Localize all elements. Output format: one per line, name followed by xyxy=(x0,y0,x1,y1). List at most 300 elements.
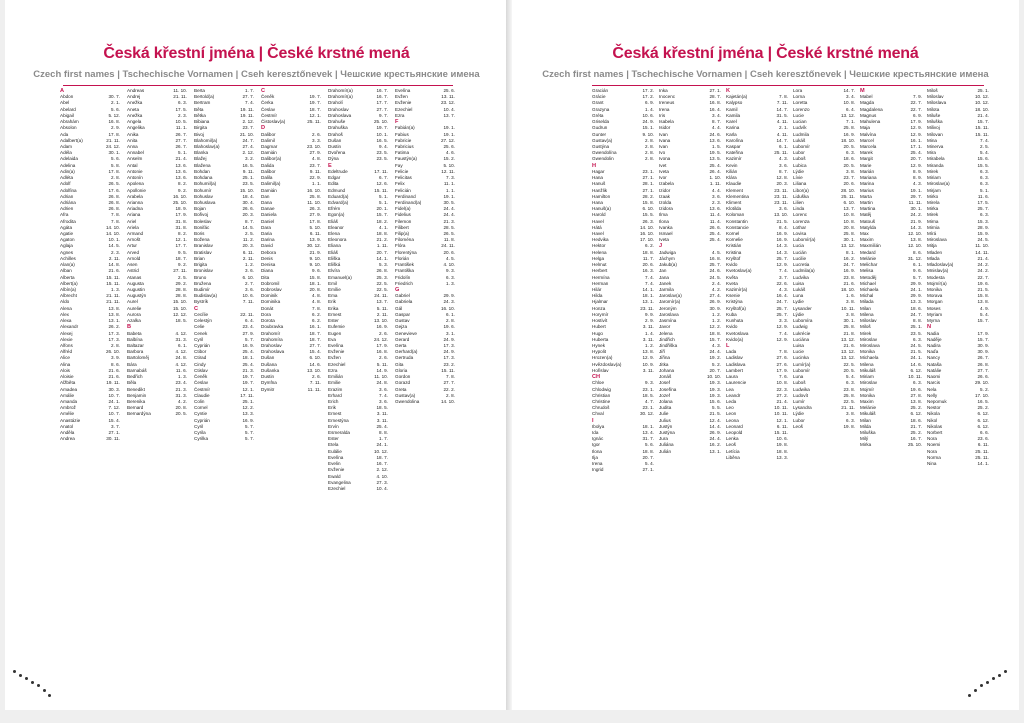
name-day-date: 19. 6. xyxy=(977,280,989,286)
first-name: Adléta xyxy=(60,175,74,181)
first-name: Chval xyxy=(592,411,604,417)
name-day-date: 4. 3. xyxy=(712,342,721,348)
name-day-date: 17. 10. xyxy=(974,392,989,398)
name-day-date: 28. 5. xyxy=(443,224,455,230)
name-day-date: 15. 10. xyxy=(172,305,187,311)
name-day-date: 7. 11. xyxy=(309,380,321,386)
first-name: Kajetán(a) xyxy=(726,94,748,100)
name-day-date: 16. 10. xyxy=(440,305,455,311)
first-name: Hostivít xyxy=(592,318,608,324)
name-day-date: 3. 8. xyxy=(846,168,855,174)
name-day-date: 29. 9. xyxy=(910,280,922,286)
first-name: Ludvika xyxy=(793,274,809,280)
name-day-date: 1. 2. xyxy=(245,262,254,268)
name-day-date: 1. 10. xyxy=(709,175,721,181)
name-day-date: 13. 1. xyxy=(642,299,654,305)
name-day-date: 27. 9. xyxy=(309,212,321,218)
name-day-date: 15. 11. xyxy=(106,274,120,280)
first-name: Lorna xyxy=(793,94,805,100)
first-name: Margit xyxy=(860,156,873,162)
name-day-date: 24. 2. xyxy=(910,212,922,218)
first-name: Gracián xyxy=(592,88,609,93)
name-day-date: 31. 8. xyxy=(175,218,187,224)
first-name: Luisa xyxy=(793,342,804,348)
first-name: Eliáš xyxy=(328,218,338,224)
name-day-date: 6. 3. xyxy=(846,380,855,386)
first-name: Jitka xyxy=(659,361,669,367)
name-day-date: 21. 10. xyxy=(239,131,254,137)
first-name: Matěj xyxy=(860,212,872,218)
first-name: Ilona xyxy=(659,218,669,224)
name-day-date: 2. 8. xyxy=(645,143,654,149)
first-name: Jeroným xyxy=(659,305,677,311)
name-day-date: 22. 5. xyxy=(376,280,388,286)
first-name: Evelin xyxy=(328,461,341,467)
name-day-date: 20. 5. xyxy=(843,143,855,149)
first-name: Mariana xyxy=(860,175,877,181)
first-name: Drahomír(a) xyxy=(328,94,353,100)
first-name: Miriam xyxy=(860,374,874,380)
first-name: Andrea xyxy=(60,436,75,442)
name-day-date: 13. 6. xyxy=(175,162,187,168)
name-day-date: 27. 7. xyxy=(309,342,321,348)
name-day-date: 13. 5. xyxy=(709,156,721,162)
letter-heading-text: E xyxy=(328,162,332,169)
name-day-date: 14. 6. xyxy=(309,361,321,367)
name-day-date: 19. 7. xyxy=(376,125,388,131)
name-day-date: 24. 6. xyxy=(709,268,721,274)
first-name: Božena xyxy=(194,237,210,243)
name-day-date: 23. 7. xyxy=(843,175,855,181)
name-day-date: 2. 6. xyxy=(312,374,321,380)
name-day-date: 23. 5. xyxy=(910,330,922,336)
name-day-date: 3. 11. xyxy=(642,324,654,330)
first-name: Bartoloměj xyxy=(127,355,149,361)
first-name: Jozef xyxy=(659,392,670,398)
first-name: Blanka xyxy=(194,150,209,156)
name-day-date: 2. 3. xyxy=(178,112,187,118)
first-name: Lýdie xyxy=(793,311,804,317)
name-day-date: 13. 7. xyxy=(376,299,388,305)
first-name: Jáchym xyxy=(659,255,675,261)
first-name: Huberta xyxy=(592,336,609,342)
name-day-date: 28. 7. xyxy=(709,94,721,100)
name-day-date: 26. 4. xyxy=(709,168,721,174)
first-name: Malvína xyxy=(860,131,877,137)
first-name: Harold xyxy=(592,212,606,218)
name-day-date: 9. 10. xyxy=(309,262,321,268)
letter-heading-text: N xyxy=(927,324,932,331)
first-name: Lubor xyxy=(793,417,805,423)
name-day-date: 2. 1. xyxy=(111,100,120,106)
name-day-date: 15. 1. xyxy=(642,125,654,131)
first-name: Bětka xyxy=(194,112,206,118)
first-name: Adéla xyxy=(60,150,72,156)
name-day-date: 12. 9. xyxy=(910,131,922,137)
first-name: Lýdie xyxy=(793,411,804,417)
first-name: Bonifác xyxy=(194,224,210,230)
name-day-date: 6. 11. xyxy=(977,442,989,448)
name-day-date: 8. 9. xyxy=(913,168,922,174)
name-day-date: 1. 6. xyxy=(846,293,855,299)
first-name: Lumír xyxy=(793,398,805,404)
name-day-date: 5. 1. xyxy=(980,187,989,193)
first-name: Bivoj xyxy=(194,131,204,137)
name-day-date: 13. 12. xyxy=(840,355,855,361)
name-day-date: 16. 10. xyxy=(306,187,321,193)
name-day-date: 17. 8. xyxy=(108,168,120,174)
first-name: Iveta xyxy=(659,168,669,174)
name-day-date: 10. 5. xyxy=(175,119,187,125)
name-day-date: 10. 7. xyxy=(108,411,120,417)
first-name: Kvido xyxy=(726,262,738,268)
first-name: Emílie xyxy=(328,287,341,292)
first-name: Florentýna xyxy=(395,249,417,255)
name-day-date: 4. 7. xyxy=(645,398,654,404)
name-day-date: 13. 10. xyxy=(373,318,388,324)
name-day-date: 21. 5. xyxy=(776,218,788,224)
first-name: Morava xyxy=(927,293,943,299)
first-name: Bibiana xyxy=(194,119,210,125)
name-day-date: 15. 7. xyxy=(376,212,388,218)
first-name: Lysandra xyxy=(793,405,812,411)
first-name: Anika xyxy=(127,131,139,137)
name-day-date: 4. 8. xyxy=(312,156,321,162)
name-row xyxy=(194,436,254,442)
first-name: Elišká xyxy=(328,262,341,268)
name-row xyxy=(927,461,989,467)
name-day-date: 25. 4. xyxy=(910,150,922,156)
name-column-11 xyxy=(860,88,922,449)
name-day-date: 26. 7. xyxy=(175,131,187,137)
first-name: Arved xyxy=(127,249,140,255)
first-name: Danae xyxy=(261,206,275,212)
first-name: Apollonie xyxy=(127,187,146,193)
name-day-date: 12. 1. xyxy=(242,386,254,392)
name-day-date: 26. 8. xyxy=(108,199,120,205)
name-day-date: 16. 1. xyxy=(910,137,922,143)
first-name: Mira xyxy=(927,150,936,156)
first-name: Anežka xyxy=(127,100,143,106)
first-name: Gaspar xyxy=(395,311,411,317)
first-name: Hořislav xyxy=(592,367,609,373)
first-name: Drahomír(a) xyxy=(328,88,353,93)
first-name: Gréta xyxy=(592,112,604,118)
first-name: Ludovít xyxy=(793,392,809,398)
name-day-date: 25. 3. xyxy=(376,274,388,280)
first-name: Ibolya xyxy=(592,423,605,429)
name-day-date: 5. 7. xyxy=(245,423,254,429)
letter-heading-text: D xyxy=(261,125,266,132)
left-title-rule xyxy=(63,85,453,86)
first-name: Helga xyxy=(592,255,605,261)
name-day-date: 25. 4. xyxy=(709,237,721,243)
first-name: Mina xyxy=(927,137,937,143)
name-day-date: 2. 5. xyxy=(178,274,187,280)
first-name: Alberta xyxy=(60,274,75,280)
name-day-date: 7. 8. xyxy=(111,212,120,218)
name-day-date: 26. 6. xyxy=(709,224,721,230)
first-name: Flóra xyxy=(395,243,406,249)
first-name: Debora xyxy=(261,249,277,255)
name-row xyxy=(395,399,455,405)
name-day-date: 21. 4. xyxy=(175,156,187,162)
first-name: Lora xyxy=(793,88,803,93)
name-day-date: 24. 1. xyxy=(910,287,922,292)
name-day-date: 23. 11. xyxy=(774,199,788,205)
name-day-date: 10. 4. xyxy=(443,106,455,112)
first-name: Ezra xyxy=(395,112,405,118)
name-day-date: 22. 5. xyxy=(376,287,388,292)
first-name: Dušan xyxy=(328,137,342,143)
first-name: Antal xyxy=(127,162,138,168)
name-day-date: 8. 8. xyxy=(913,318,922,324)
first-name: Dagmar xyxy=(261,143,278,149)
name-day-date: 17. 9. xyxy=(910,119,922,125)
first-name: Eugen xyxy=(328,330,342,336)
first-name: Lubomír(a) xyxy=(793,237,816,243)
name-day-date: 7. 4. xyxy=(980,137,989,143)
name-day-date: 16. 2. xyxy=(843,255,855,261)
name-day-date: 18. 10. xyxy=(974,106,989,112)
name-day-date: 19. 1. xyxy=(443,125,455,131)
name-day-date: 12. 4. xyxy=(709,417,721,423)
left-page-subtitle: Czech first names | Tschechische Vornamen | Cseh keresztőnevek | Чешские крестьянские имена xyxy=(33,69,480,80)
name-day-date: 5. 7. xyxy=(245,430,254,436)
first-name: Adalbert(a) xyxy=(60,137,83,143)
first-name: Justýna xyxy=(659,430,675,436)
first-name: Kunhuta xyxy=(726,318,744,324)
first-name: Drahoslav xyxy=(261,342,282,348)
letter-heading-text: CH xyxy=(592,374,601,381)
first-name: Milota xyxy=(927,106,940,112)
first-name: Klotilda xyxy=(726,206,742,212)
name-day-date: 17. 3. xyxy=(443,342,455,348)
name-day-date: 13. 9. xyxy=(309,237,321,243)
name-day-date: 2. 12. xyxy=(242,119,254,125)
name-day-date: 8. 2. xyxy=(178,181,187,187)
first-name: Gudrun xyxy=(592,125,608,131)
name-day-date: 23. 5. xyxy=(376,150,388,156)
name-day-date: 24. 7. xyxy=(776,299,788,305)
name-day-date: 6. 3. xyxy=(980,168,989,174)
right-page-subtitle: Czech first names | Tschechische Vornamen | Cseh keresztőnevek | Чешские крестьянские имена xyxy=(542,69,989,80)
first-name: Cornel xyxy=(194,405,208,411)
name-column-3 xyxy=(194,88,254,442)
name-day-date: 28. 8. xyxy=(175,287,187,292)
name-day-date: 5. 3. xyxy=(379,262,388,268)
name-day-date: 18. 5. xyxy=(642,392,654,398)
first-name: Ctislav xyxy=(194,367,208,373)
first-name: Bertram xyxy=(194,100,211,106)
name-day-date: 6. 12. xyxy=(910,411,922,417)
first-name: Adam xyxy=(60,143,73,149)
name-day-date: 22. 6. xyxy=(776,280,788,286)
first-name: Jelena xyxy=(659,330,673,336)
name-day-date: 14. 8. xyxy=(108,262,120,268)
first-name: Adelina xyxy=(60,162,76,168)
first-name: Ladislav xyxy=(726,355,743,361)
name-day-date: 25. 1. xyxy=(910,324,922,330)
name-day-date: 21. 4. xyxy=(977,255,989,261)
first-name: Dymfna xyxy=(261,380,277,386)
first-name: Esmeralda xyxy=(328,430,350,436)
name-day-date: 23. 1. xyxy=(642,405,654,411)
first-name: Milda xyxy=(860,423,871,429)
name-day-date: 5. 4. xyxy=(980,311,989,317)
name-day-date: 27. 7. xyxy=(376,106,388,112)
first-name: Ester xyxy=(328,318,339,324)
name-day-date: 3. 6. xyxy=(379,386,388,392)
first-name: Fabricie xyxy=(395,137,412,143)
left-corner-dots xyxy=(11,664,61,704)
name-day-date: 15. 5. xyxy=(977,162,989,168)
first-name: Miluše xyxy=(927,112,941,118)
name-day-date: 19. 5. xyxy=(709,150,721,156)
first-name: Cyprián xyxy=(194,342,210,348)
first-name: Dustin xyxy=(328,143,342,149)
first-name: Marius xyxy=(860,187,874,193)
first-name: Miroslav xyxy=(860,336,878,342)
name-day-date: 21. 11. xyxy=(841,405,855,411)
first-name: Mirjam xyxy=(927,187,941,193)
first-name: Maxim xyxy=(860,398,874,404)
name-day-date: 5. 1. xyxy=(379,199,388,205)
name-day-date: 18. 8. xyxy=(709,330,721,336)
first-name: Cecílie xyxy=(194,311,209,317)
first-name: Filibert xyxy=(395,224,409,230)
first-name: Asen xyxy=(127,262,138,268)
first-name: Eva xyxy=(328,336,336,342)
first-name: Kvido xyxy=(726,324,738,330)
name-day-date: 6. 10. xyxy=(642,206,654,212)
first-name: Daniel xyxy=(261,218,275,224)
first-name: Gerhard(a) xyxy=(395,349,418,355)
name-day-date: 11. 4. xyxy=(709,218,721,224)
name-day-date: 4. 12. xyxy=(175,330,187,336)
name-day-date: 13. 1. xyxy=(709,448,721,454)
name-day-date: 17. 10. xyxy=(639,237,654,243)
name-day-date: 3. 6. xyxy=(779,206,788,212)
name-day-date: 30. 1. xyxy=(108,150,120,156)
first-name: Berta xyxy=(194,88,205,93)
first-name: Gertruda xyxy=(395,355,414,361)
first-name: Kvetoslav(a) xyxy=(726,268,752,274)
name-day-date: 26. 9. xyxy=(709,299,721,305)
name-day-date: 22. 3. xyxy=(776,386,788,392)
first-name: Adolf xyxy=(60,181,71,187)
name-day-date: 18. 5. xyxy=(175,318,187,324)
name-day-date: 23. 1. xyxy=(642,168,654,174)
first-name: Jiří xyxy=(659,349,666,355)
first-name: Mirko xyxy=(927,193,939,199)
first-name: Lysander xyxy=(793,305,812,311)
name-day-date: 20. 5. xyxy=(843,162,855,168)
name-day-date: 3. 3. xyxy=(779,318,788,324)
first-name: Melisa xyxy=(860,268,874,274)
name-day-date: 15. 5. xyxy=(642,212,654,218)
first-name: Albín(a) xyxy=(60,287,77,292)
first-name: Monika xyxy=(927,287,942,292)
name-day-date: 23. 4. xyxy=(242,324,254,330)
name-day-date: 13. 8. xyxy=(910,237,922,243)
first-name: Kateřina xyxy=(726,150,744,156)
first-name: Gabriel xyxy=(395,293,410,299)
name-day-date: 21. 11. xyxy=(106,299,120,305)
name-day-date: 21. 9. xyxy=(910,218,922,224)
first-name: Ambrož xyxy=(60,405,76,411)
name-day-date: 7. 11. xyxy=(776,100,788,106)
name-day-date: 23. 7. xyxy=(309,162,321,168)
first-name: Mirek xyxy=(927,168,939,174)
name-day-date: 8. 1. xyxy=(846,249,855,255)
first-name: Milena xyxy=(860,361,874,367)
first-name: Ksenie xyxy=(726,293,741,299)
name-day-date: 15. 11. xyxy=(374,187,388,193)
name-day-date: 25. 2. xyxy=(910,430,922,436)
name-day-date: 6. 12. xyxy=(910,367,922,373)
first-name: Natálie xyxy=(927,367,942,373)
first-name: Jakub(a) xyxy=(659,262,677,268)
name-day-date: 14. 10. xyxy=(440,398,455,404)
name-day-date: 25. 1. xyxy=(242,398,254,404)
name-day-date: 27. 1. xyxy=(108,430,120,436)
name-day-date: 2. 3. xyxy=(111,249,120,255)
first-name: Jaroslava xyxy=(659,311,679,317)
first-name: Brian xyxy=(194,255,205,261)
name-day-date: 14. 10. xyxy=(105,224,120,230)
first-name: Karolína xyxy=(726,137,744,143)
name-day-date: 30. 1. xyxy=(910,206,922,212)
first-name: Ema xyxy=(328,293,338,299)
first-name: Milovan xyxy=(927,131,943,137)
first-name: Ivet xyxy=(659,162,667,168)
name-day-date: 27. 12. xyxy=(440,137,455,143)
first-name: Afra xyxy=(60,212,69,218)
first-name: Felix xyxy=(395,181,405,187)
first-name: Eufemie xyxy=(328,324,345,330)
first-name: Luna xyxy=(793,293,804,299)
first-name: Bernard xyxy=(127,405,144,411)
first-name: Herbert xyxy=(592,268,608,274)
first-name: Nadira xyxy=(927,342,941,348)
first-name: Gerta xyxy=(395,342,407,348)
name-day-date: 17. 11. xyxy=(240,392,254,398)
first-name: Agatie xyxy=(60,231,74,237)
name-day-date: 23. 12. xyxy=(440,100,455,106)
name-day-date: 19. 6. xyxy=(443,324,455,330)
name-day-date: 25. 8. xyxy=(843,392,855,398)
first-name: Dara xyxy=(261,224,271,230)
name-day-date: 17. 3. xyxy=(443,355,455,361)
name-day-date: 16. 8. xyxy=(709,255,721,261)
first-name: Egon(a) xyxy=(328,212,345,218)
name-day-date: 9. 11. xyxy=(309,168,321,174)
first-name: Čeněk xyxy=(194,374,208,380)
name-day-date: 21. 11. xyxy=(173,94,187,100)
name-day-date: 23. 4. xyxy=(175,380,187,386)
first-name: Adolfina xyxy=(60,187,77,193)
first-name: Ferdinand(a) xyxy=(395,199,422,205)
first-name: Jura xyxy=(659,436,668,442)
first-name: Elvíra xyxy=(328,268,340,274)
name-day-date: 31. 3. xyxy=(175,336,187,342)
name-day-date: 5. 4. xyxy=(846,374,855,380)
first-name: Erhard xyxy=(328,392,342,398)
name-day-date: 25. 7. xyxy=(776,255,788,261)
first-name: Herman xyxy=(592,280,609,286)
name-day-date: 26. 7. xyxy=(977,355,989,361)
